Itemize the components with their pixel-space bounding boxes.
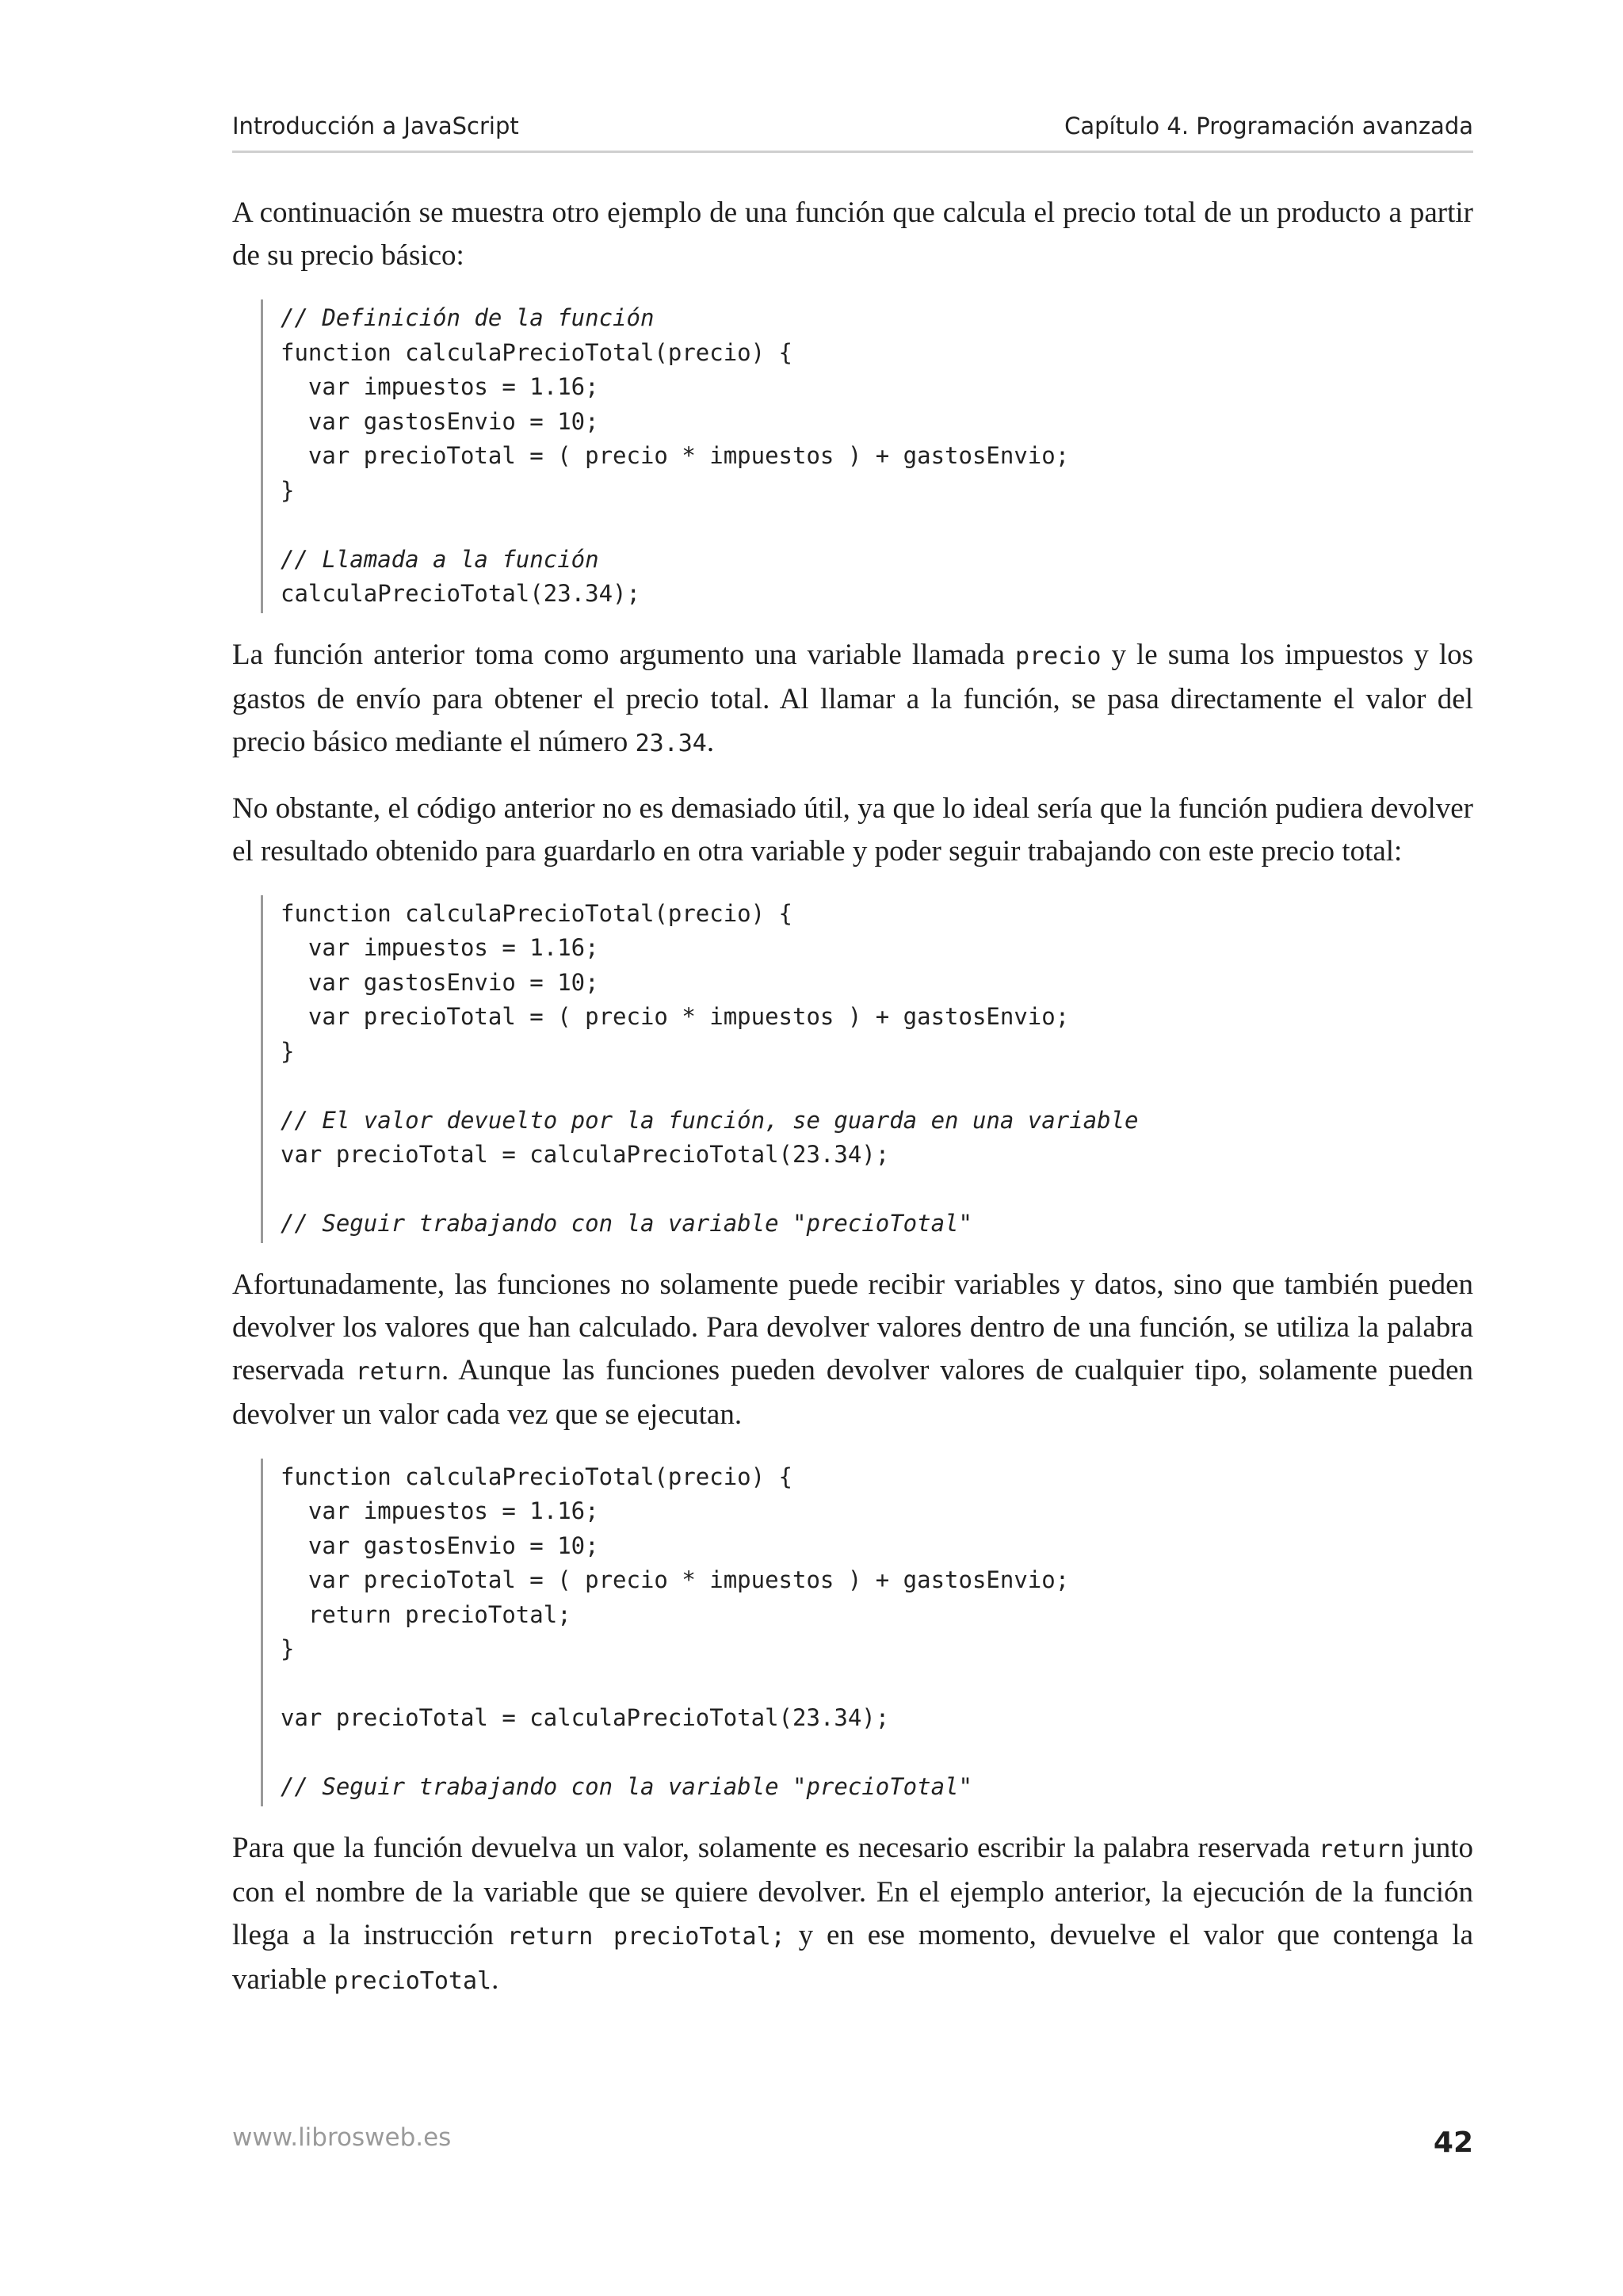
- code-line: var impuestos = 1.16;: [281, 1497, 599, 1524]
- code-line: calculaPrecioTotal(23.34);: [281, 580, 640, 607]
- header-book-title: Introducción a JavaScript: [232, 113, 519, 139]
- code-line: [281, 1667, 1473, 1702]
- code-line: var gastosEnvio = 10;: [281, 968, 599, 996]
- code-line: var impuestos = 1.16;: [281, 373, 599, 400]
- paragraph-2: [232, 634, 1473, 765]
- paragraph-2-text: La función anterior toma como argumento una variable llamada: [232, 638, 1016, 671]
- paragraph-2-text: .: [706, 725, 715, 758]
- code-line: return precioTotal;: [281, 1600, 571, 1628]
- code-line: function calculaPrecioTotal(precio) {: [281, 899, 793, 927]
- code-line: var precioTotal = ( precio * impuestos ) + gastosEnvio;: [281, 1566, 1070, 1593]
- code-line: [281, 1173, 1473, 1207]
- code-block-2: [261, 895, 1473, 1243]
- paragraph-3: No obstante, el código anterior no es demasiado útil, ya que lo ideal sería que la función pudiera devolver el resultado obtenido para guardarlo en otra variable y poder seguir trabajando con este precio total:: [232, 791, 1473, 868]
- code-line: [281, 1736, 1473, 1771]
- code-line: }: [281, 1037, 295, 1065]
- footer-site-url: www.librosweb.es: [232, 2123, 452, 2152]
- inline-code-precio: precio: [1015, 642, 1102, 670]
- document-page: [232, 0, 1473, 2296]
- paragraph-4-text: Afortunadamente, las funciones no solamente puede recibir variables y datos, sino que también pueden devolver los valores que han calculado. Para devolver valores dentro de una función, se utiliza la palabra reservada: [232, 1268, 1473, 1386]
- code-line: // Seguir trabajando con la variable "precioTotal": [281, 1210, 972, 1237]
- code-line: [281, 1069, 1473, 1104]
- code-line: var precioTotal = ( precio * impuestos ) + gastosEnvio;: [281, 1003, 1070, 1030]
- code-line: function calculaPrecioTotal(precio) {: [281, 338, 793, 366]
- code-line: // Llamada a la función: [281, 545, 599, 573]
- inline-code-return: return: [1318, 1835, 1405, 1863]
- inline-code-number: 23.34: [635, 729, 707, 757]
- paragraph-5-text: .: [491, 1962, 499, 1996]
- header-chapter-title: Capítulo 4. Programación avanzada: [1064, 113, 1473, 139]
- code-line: // Definición de la función: [281, 304, 655, 331]
- code-line: var gastosEnvio = 10;: [281, 1531, 599, 1559]
- paragraph-5-text: y en ese momento, devuelve el valor que contenga la variable: [232, 1918, 1474, 1996]
- code-line: // Seguir trabajando con la variable "precioTotal": [281, 1773, 972, 1800]
- footer-page-number: 42: [1433, 2126, 1473, 2159]
- code-line: }: [281, 1635, 295, 1662]
- paragraph-5: [232, 1827, 1473, 2003]
- page-header: [232, 109, 1473, 153]
- paragraph-5-text: Para que la función devuelva un valor, solamente es necesario escribir la palabra reservada: [232, 1831, 1319, 1864]
- paragraph-2-text: y le suma los impuestos y los gastos de envío para obtener el precio total. Al llamar a la función, se pasa directamente el valor del precio básico mediante el número: [232, 638, 1473, 758]
- inline-code-return: return: [355, 1357, 442, 1386]
- code-block-3: [261, 1459, 1473, 1806]
- code-line: var precioTotal = calculaPrecioTotal(23.34);: [281, 1141, 890, 1168]
- code-line: function calculaPrecioTotal(precio) {: [281, 1463, 793, 1490]
- code-block-1: [261, 299, 1473, 613]
- code-line: [281, 508, 1473, 543]
- code-line: var precioTotal = ( precio * impuestos ) + gastosEnvio;: [281, 442, 1070, 469]
- page-content: [232, 192, 1473, 2025]
- code-line: var impuestos = 1.16;: [281, 934, 599, 961]
- paragraph-4: [232, 1264, 1473, 1436]
- code-line: var gastosEnvio = 10;: [281, 407, 599, 435]
- code-line: }: [281, 476, 295, 504]
- code-line: // El valor devuelto por la función, se guarda en una variable: [281, 1106, 1139, 1134]
- inline-code-preciototal: precioTotal: [334, 1966, 492, 1995]
- paragraph-4-text: . Aunque las funciones pueden devolver valores de cualquier tipo, solamente pueden devolver un valor cada vez que se ejecutan.: [232, 1353, 1473, 1431]
- code-line: var precioTotal = calculaPrecioTotal(23.34);: [281, 1704, 890, 1731]
- inline-code-return-statement: return precioTotal;: [506, 1922, 785, 1951]
- paragraph-5-text: junto con el nombre de la variable que se quiere devolver. En el ejemplo anterior, la ejecución de la función llega a la instrucción: [232, 1831, 1473, 1951]
- paragraph-1: A continuación se muestra otro ejemplo de una función que calcula el precio total de un producto a partir de su precio básico:: [232, 196, 1473, 272]
